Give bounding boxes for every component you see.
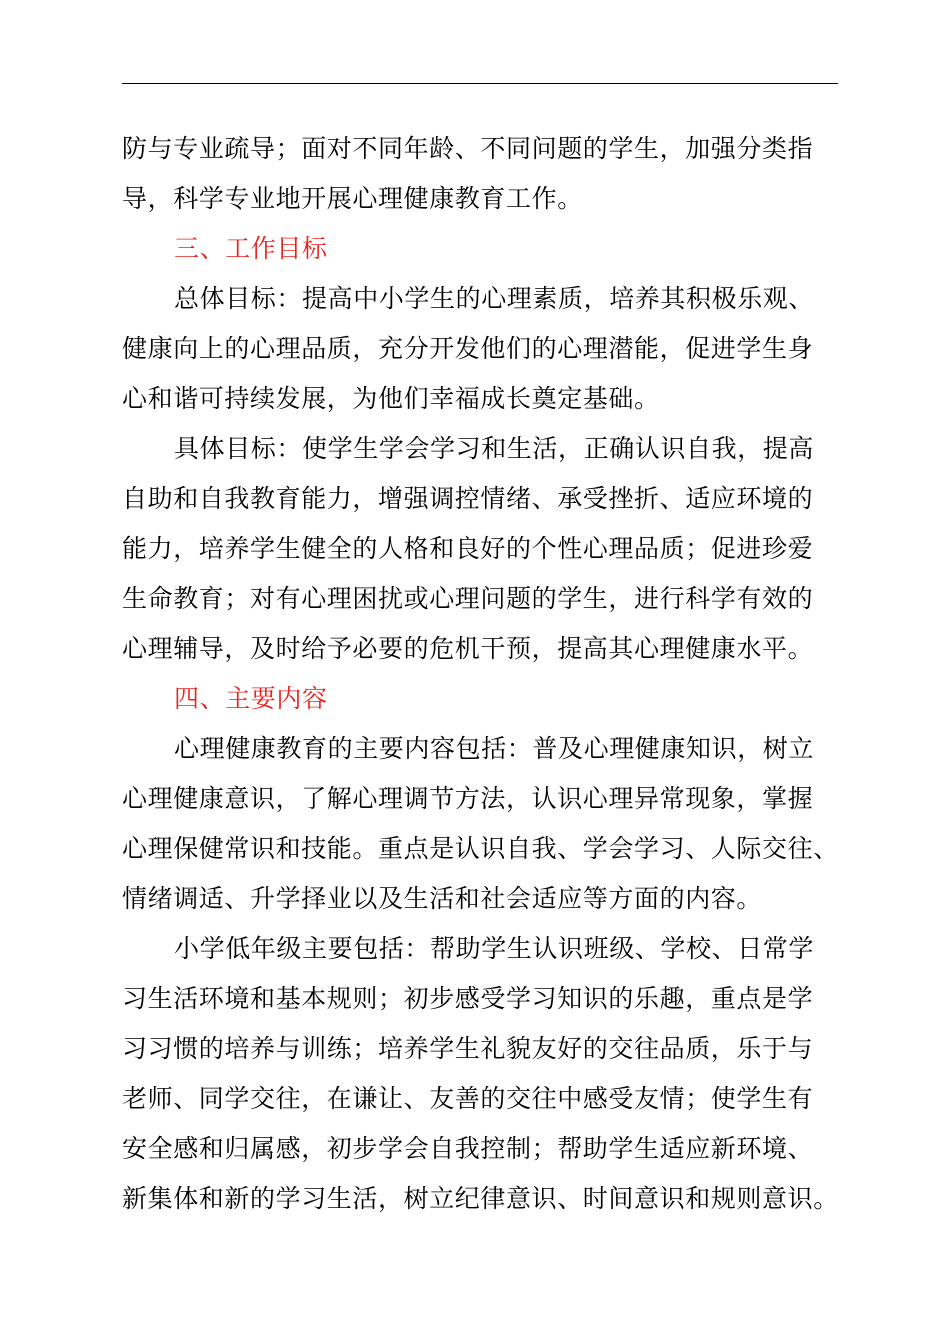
text-line: 健康向上的心理品质，充分开发他们的心理潜能，促进学生身 [122, 334, 814, 363]
text-line: 心和谐可持续发展，为他们幸福成长奠定基础。 [122, 384, 660, 413]
text-line: 防与专业疏导；面对不同年龄、不同问题的学生，加强分类指 [122, 134, 814, 163]
text-line: 心理保健常识和技能。重点是认识自我、学会学习、人际交往、 [122, 834, 839, 863]
text-line: 老师、同学交往，在谦让、友善的交往中感受友情；使学生有 [122, 1084, 814, 1113]
text-line: 导，科学专业地开展心理健康教育工作。 [122, 184, 583, 213]
text-line: 心理辅导，及时给予必要的危机干预，提高其心理健康水平。 [122, 634, 814, 663]
document-body [122, 124, 842, 1224]
paragraph-first-line: 小学低年级主要包括：帮助学生认识班级、学校、日常学 [174, 934, 815, 963]
text-line: 习习惯的培养与训练；培养学生礼貌友好的交往品质，乐于与 [122, 1034, 814, 1063]
text-line: 习生活环境和基本规则；初步感受学习知识的乐趣，重点是学 [122, 984, 814, 1013]
paragraph-first-line: 心理健康教育的主要内容包括：普及心理健康知识，树立 [174, 734, 815, 763]
text-line: 能力，培养学生健全的人格和良好的个性心理品质；促进珍爱 [122, 534, 814, 563]
text-line: 安全感和归属感，初步学会自我控制；帮助学生适应新环境、 [122, 1134, 814, 1163]
text-line: 新集体和新的学习生活，树立纪律意识、时间意识和规则意识。 [122, 1184, 839, 1213]
text-line: 生命教育；对有心理困扰或心理问题的学生，进行科学有效的 [122, 584, 814, 613]
paragraph-first-line: 具体目标：使学生学会学习和生活，正确认识自我，提高 [174, 434, 815, 463]
header-rule [122, 83, 838, 84]
text-line: 自助和自我教育能力，增强调控情绪、承受挫折、适应环境的 [122, 484, 814, 513]
section-heading: 三、工作目标 [174, 234, 328, 263]
text-line: 心理健康意识，了解心理调节方法，认识心理异常现象，掌握 [122, 784, 814, 813]
text-line: 情绪调适、升学择业以及生活和社会适应等方面的内容。 [122, 884, 763, 913]
section-heading: 四、主要内容 [174, 684, 328, 713]
paragraph-first-line: 总体目标：提高中小学生的心理素质，培养其积极乐观、 [174, 284, 815, 313]
